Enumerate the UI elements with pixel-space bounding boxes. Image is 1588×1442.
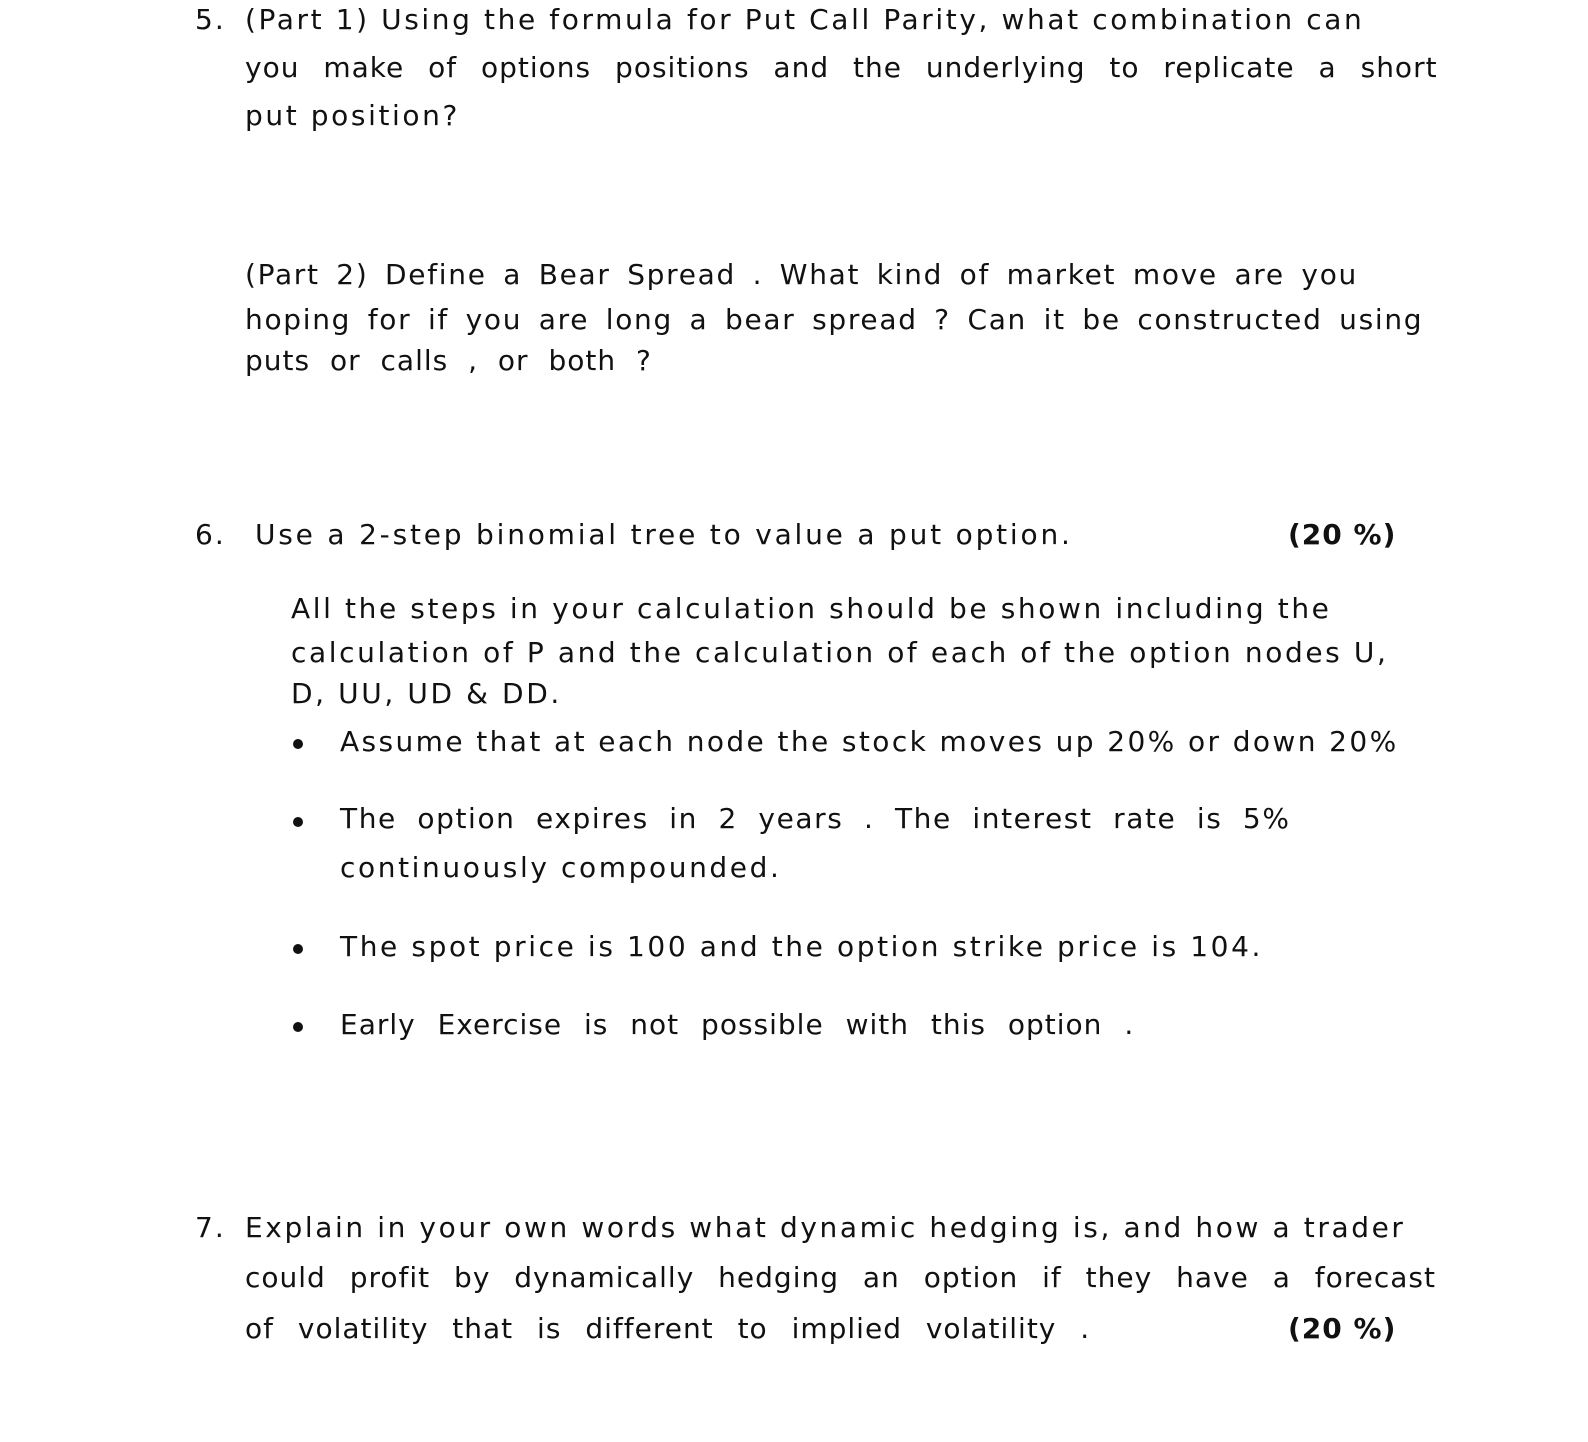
text-line: Explain in your own words what dynamic hedging is, and how a trader: [245, 1211, 1406, 1244]
question-number: 5.: [195, 3, 226, 36]
text-line: puts or calls , or both ?: [245, 344, 652, 377]
text-line: D, UU, UD & DD.: [291, 677, 562, 710]
text-line: Early Exercise is not possible with this option .: [340, 1008, 1135, 1041]
text-line: (Part 2) Define a Bear Spread . What kind of market move are you: [245, 258, 1358, 291]
text-line: calculation of P and the calculation of each of the option nodes U,: [291, 636, 1389, 669]
text-line: The spot price is 100 and the option strike price is 104.: [340, 930, 1264, 963]
text-line: could profit by dynamically hedging an option if they have a forecast: [245, 1261, 1436, 1294]
question-number: 7.: [195, 1211, 226, 1244]
bullet-icon: [293, 817, 303, 827]
text-line: continuously compounded.: [340, 851, 782, 884]
bullet-icon: [293, 739, 303, 749]
text-line: of volatility that is different to implied volatility .: [245, 1312, 1091, 1345]
text-line: The option expires in 2 years . The interest rate is 5%: [340, 802, 1291, 835]
weight-label: (20 %): [1288, 518, 1397, 551]
question-number: 6.: [195, 518, 226, 551]
text-line: you make of options positions and the underlying to replicate a short: [245, 51, 1438, 84]
bullet-icon: [293, 944, 303, 954]
bullet-icon: [293, 1022, 303, 1032]
question-title: Use a 2-step binomial tree to value a put option.: [255, 518, 1073, 551]
text-line: (Part 1) Using the formula for Put Call Parity, what combination can: [245, 3, 1365, 36]
text-line: All the steps in your calculation should be shown including the: [291, 592, 1332, 625]
text-line: Assume that at each node the stock moves up 20% or down 20%: [340, 725, 1399, 758]
text-line: put position?: [245, 99, 460, 132]
text-line: hoping for if you are long a bear spread ? Can it be constructed using: [245, 303, 1424, 336]
weight-label: (20 %): [1288, 1312, 1397, 1345]
